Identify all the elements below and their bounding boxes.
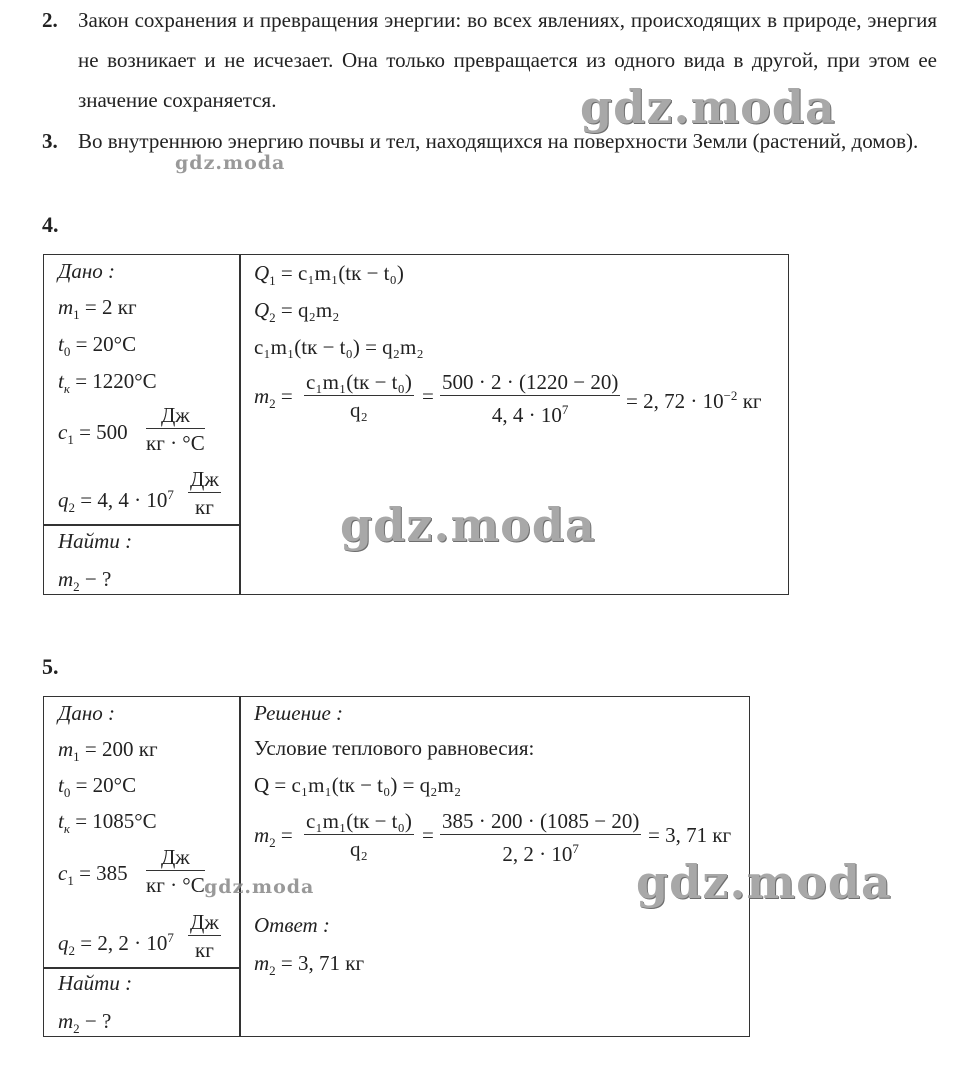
numeric-fraction: $\frac{500 \cdot 2 \cdot (1220 - 20)}{4, 4 \cdot 10^7}$ <box>442 370 619 427</box>
item-number: 2. <box>42 8 58 32</box>
c1-unit: Дж кг · °C <box>146 403 205 455</box>
given-c1: $c_1 = 500$ <box>58 420 128 448</box>
problem-4-number: 4. <box>42 212 59 237</box>
given-tk: $t_к = 1085^\circ C$ <box>58 809 157 837</box>
answer: $m_2 = 3$, 71 кг <box>254 951 365 979</box>
given-q2: $q_2 = 4$, $4 \cdot 10^7$ <box>58 487 174 516</box>
answer-label: Ответ : <box>254 913 330 937</box>
find-label: Найти : <box>58 529 133 553</box>
equation: Q = c₁m₁(tк − t₀) = q₂m₂ <box>254 773 462 797</box>
divider <box>239 696 241 1037</box>
watermark: gdz.moda <box>636 855 892 909</box>
solution-line-1: $Q_1 = c_1m_1(tк - t_0)$ <box>254 261 404 289</box>
item-text: Закон сохранения и превращения энергии: во всех явлениях, происходящих в природе, энергия не возникает и не исчезает. Она только превращается из одного вида в другой, при этом ее значение сохраняется. <box>78 8 937 112</box>
solution-result: = 3, 71 кг <box>648 823 732 847</box>
given-label: Дано : <box>58 701 116 725</box>
divider <box>43 524 240 526</box>
solution-m2-label: $m_2$ = <box>254 823 293 851</box>
given-q2: $q_2 = 2$, $2 \cdot 10^7$ <box>58 930 174 959</box>
item-number: 3. <box>42 129 58 153</box>
condition-text: Условие теплового равновесия: <box>254 736 535 760</box>
equals-sign: = <box>422 384 434 408</box>
given-m1: $m_1 = 200$ кг <box>58 737 158 765</box>
find-label: Найти : <box>58 971 133 995</box>
given-label: Дано : <box>58 259 116 283</box>
given-m1: $m_1 = 2$ кг <box>58 295 137 323</box>
find-m2: $m_2$ − ? <box>58 1009 112 1037</box>
given-c1: $c_1 = 385$ <box>58 861 128 889</box>
q2-unit: Дж кг <box>190 910 219 962</box>
watermark: gdz.moda <box>175 152 286 174</box>
equals-sign: = <box>422 823 434 847</box>
c1-unit: Дж кг · °C <box>146 845 205 897</box>
problem-5-number: 5. <box>42 654 59 679</box>
solution-m2-label: $m_2$ = <box>254 384 293 412</box>
solution-line-3: c₁m₁(tк − t₀) = q₂m₂ <box>254 335 424 359</box>
solution-result: = 2, $72 \cdot 10^{-2}$ кг <box>626 388 762 413</box>
find-m2: $m_2$ − ? <box>58 567 112 595</box>
watermark: gdz.moda <box>340 498 596 552</box>
solution-line-2: $Q_2 = q_2m_2$ <box>254 298 340 326</box>
divider <box>43 967 240 969</box>
watermark: gdz.moda <box>580 80 836 134</box>
divider <box>239 254 241 595</box>
numeric-fraction: $\frac{385 \cdot 200 \cdot (1085 - 20)}{2, 2 \cdot 10^7}$ <box>442 809 640 866</box>
formula-fraction: c₁m₁(tк − t₀) q₂ <box>306 809 412 861</box>
formula-fraction: c₁m₁(tк − t₀) q₂ <box>306 370 412 422</box>
given-t0: $t_0 = 20^\circ C$ <box>58 332 137 360</box>
given-t0: $t_0 = 20^\circ C$ <box>58 773 137 801</box>
item-text: Во внутреннюю энергию почвы и тел, находящихся на поверхности Земли (растений, домов). <box>78 129 919 153</box>
solution-label: Решение : <box>254 701 344 725</box>
watermark: gdz.moda <box>204 876 315 898</box>
given-tk: $t_к = 1220^\circ C$ <box>58 369 157 397</box>
q2-unit: Дж кг <box>190 467 219 519</box>
